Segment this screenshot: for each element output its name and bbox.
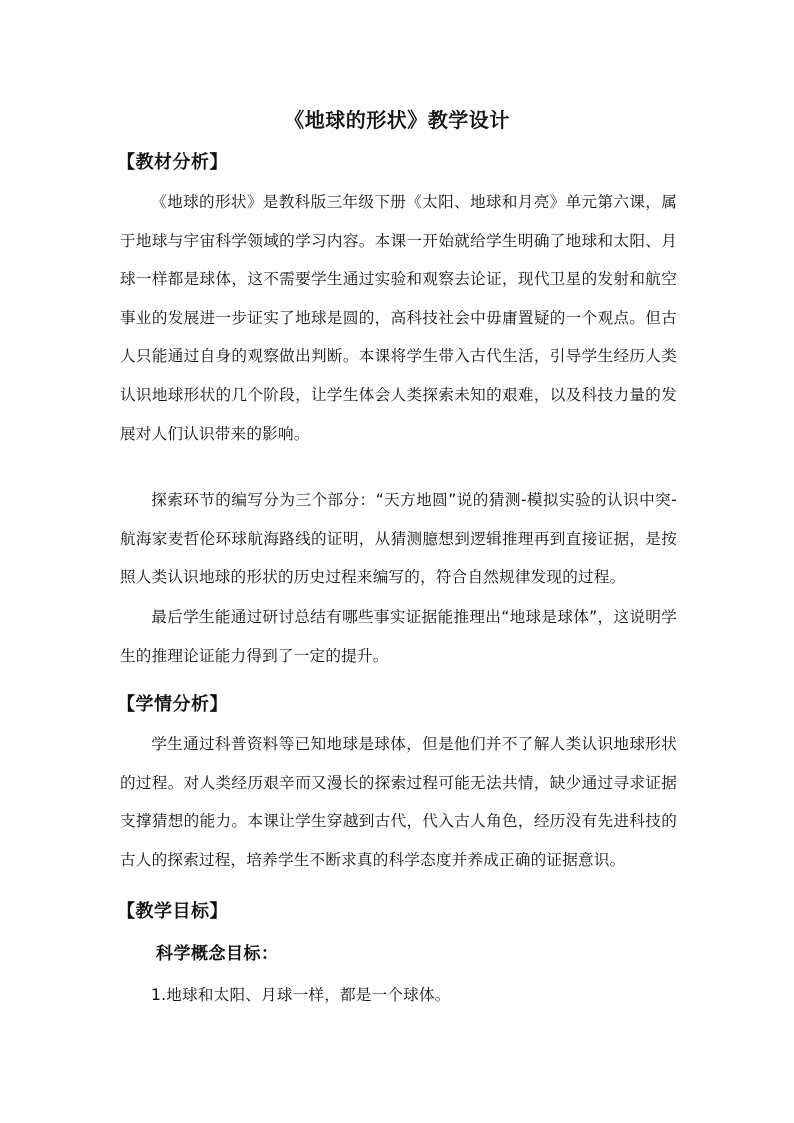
section-heading-student-analysis: 【学情分析】	[117, 694, 228, 715]
subheading-science-concept-goals: 科学概念目标：	[156, 944, 279, 964]
student-analysis-paragraph-1: 学生通过科普资料等已知地球是球体，但是他们并不了解人类认识地球形状的过程。对人类经历艰辛而又漫长的探索过程可能无法共情，缺少通过寻求证据支撑猜想的能力。本课让学生穿越到古代，代入古人角色，经历没有先进科技的古人的探索过程，培养学生不断求真的科学态度并养成正确的证据意识。	[120, 735, 677, 869]
document-title: 《地球的形状》教学设计	[284, 108, 510, 132]
section-heading-textbook-analysis: 【教材分析】	[117, 152, 228, 173]
teaching-goal-item-1: 1.地球和太阳、月球一样，都是一个球体。	[151, 986, 451, 1004]
textbook-analysis-paragraph-2: 探索环节的编写分为三个部分：“天方地圆”说的猜测-模拟实验的认识中突-航海家麦哲伦环球航海路线的证明，从猜测臆想到逻辑推理再到直接证据，是按照人类认识地球的形状的历史过程来编写的，符合自然规律发现的过程。	[120, 491, 677, 587]
textbook-analysis-paragraph-1: 《地球的形状》是教科版三年级下册《太阳、地球和月亮》单元第六课，属于地球与宇宙科学领域的学习内容。本课一开始就给学生明确了地球和太阳、月球一样都是球体，这不需要学生通过实验和观察去论证，现代卫星的发射和航空事业的发展进一步证实了地球是圆的，高科技社会中毋庸置疑的一个观点。但古人只能通过自身的观察做出判断。本课将学生带入古代生活，引导学生经历人类认识地球形状的几个阶段，让学生体会人类探索未知的艰难，以及科技力量的发展对人们认识带来的影响。	[120, 193, 677, 443]
textbook-analysis-paragraph-3: 最后学生能通过研讨总结有哪些事实证据能推理出“地球是球体”，这说明学生的推理论证能力得到了一定的提升。	[120, 608, 677, 665]
section-heading-teaching-goals: 【教学目标】	[117, 901, 228, 922]
